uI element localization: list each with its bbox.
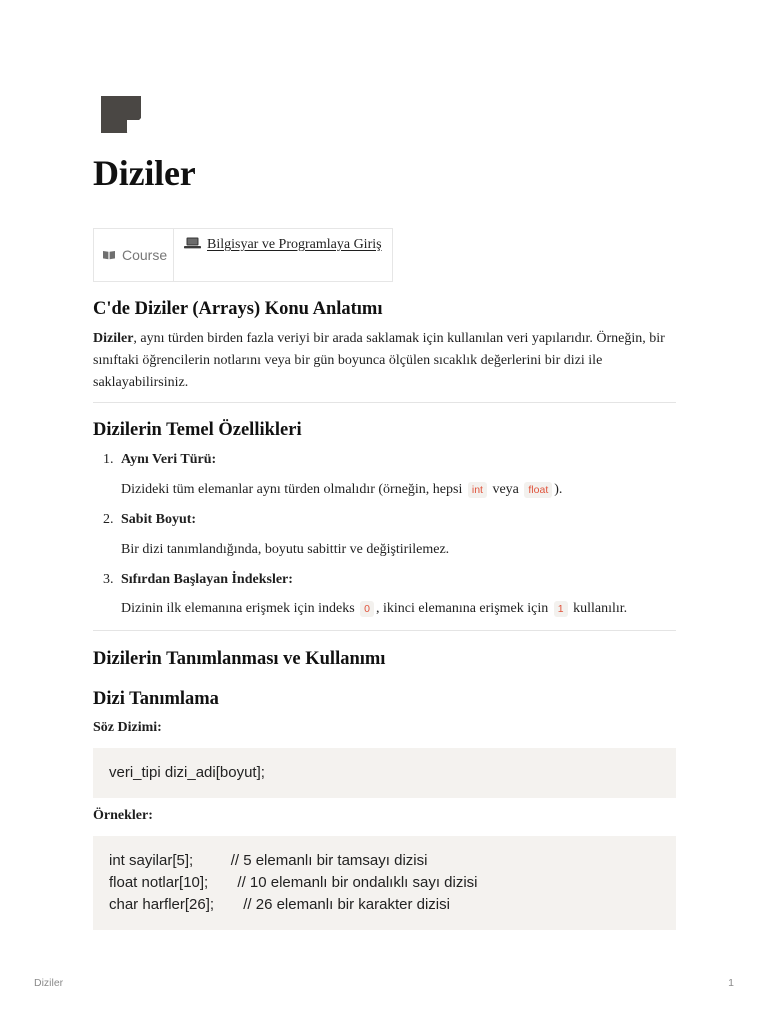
list-item-description — [121, 601, 627, 617]
definition-subheading: Dizi Tanımlama — [93, 689, 219, 709]
code-line: char harfler[26]; // 26 elemanlı bir karakter dizisi — [109, 896, 450, 913]
property-table — [93, 228, 393, 282]
list-item-title: Aynı Veri Türü: — [121, 452, 217, 467]
book-icon — [103, 250, 115, 260]
course-link[interactable]: Bilgisyar ve Programlaya Giriş — [207, 237, 382, 252]
intro-paragraph — [93, 328, 676, 394]
list-item-title: Sabit Boyut: — [121, 512, 197, 527]
inline-code: 1 — [554, 601, 568, 617]
desc-text: Dizideki tüm elemanlar aynı türden olmalıdır (örneğin, hepsi — [121, 482, 463, 497]
desc-text: veya — [492, 482, 519, 497]
intro-heading: C'de Diziler (Arrays) Konu Anlatımı — [93, 299, 383, 319]
desc-text: ). — [554, 482, 563, 497]
syntax-code-block[interactable] — [93, 748, 676, 798]
property-name-cell — [94, 229, 174, 281]
list-number: 2. — [103, 512, 114, 527]
features-heading: Dizilerin Temel Özellikleri — [93, 420, 302, 440]
code-line: float notlar[10]; // 10 elemanlı bir ondalıklı sayı dizisi — [109, 874, 478, 891]
syntax-label: Söz Dizimi: — [93, 720, 162, 735]
inline-code: 0 — [360, 601, 374, 617]
list-number: 1. — [103, 452, 114, 467]
inline-code: float — [524, 482, 552, 498]
inline-code: int — [468, 482, 487, 498]
intro-text: , aynı türden birden fazla veriyi bir arada saklamak için kullanılan veri yapılarıdır. Örneğin, bir sınıftaki öğrencilerin notlarını veya bir gün boyunca ölçülen sıcaklık değerlerini bir dizi ile saklayabilirsiniz. — [93, 331, 665, 390]
code-line: int sayilar[5]; // 5 elemanlı bir tamsayı dizisi — [109, 852, 428, 869]
page-title: Diziler — [93, 153, 196, 193]
list-number: 3. — [103, 572, 114, 587]
list-item-title: Sıfırdan Başlayan İndeksler: — [121, 572, 293, 587]
desc-text: , ikinci elemanına erişmek için — [376, 601, 549, 616]
property-name: Course — [122, 247, 168, 263]
definition-heading: Dizilerin Tanımlanması ve Kullanımı — [93, 649, 386, 669]
desc-text: Dizinin ilk elemanına erişmek için indeks — [121, 601, 355, 616]
property-value-cell — [174, 229, 392, 281]
desc-text: kullanılır. — [573, 601, 628, 616]
examples-label: Örnekler: — [93, 808, 153, 823]
list-item-description: Bir dizi tanımlandığında, boyutu sabittir ve değiştirilemez. — [121, 542, 450, 557]
code-line: veri_tipi dizi_adi[boyut]; — [109, 764, 265, 781]
examples-code-block[interactable] — [93, 836, 676, 930]
footer-title: Diziler — [34, 977, 64, 989]
sticky-note-icon — [101, 96, 141, 133]
page-number: 1 — [728, 977, 734, 989]
laptop-icon — [184, 235, 201, 257]
divider — [93, 630, 676, 631]
intro-bold: Diziler — [93, 331, 134, 346]
list-item-description — [121, 482, 562, 498]
divider — [93, 402, 676, 403]
